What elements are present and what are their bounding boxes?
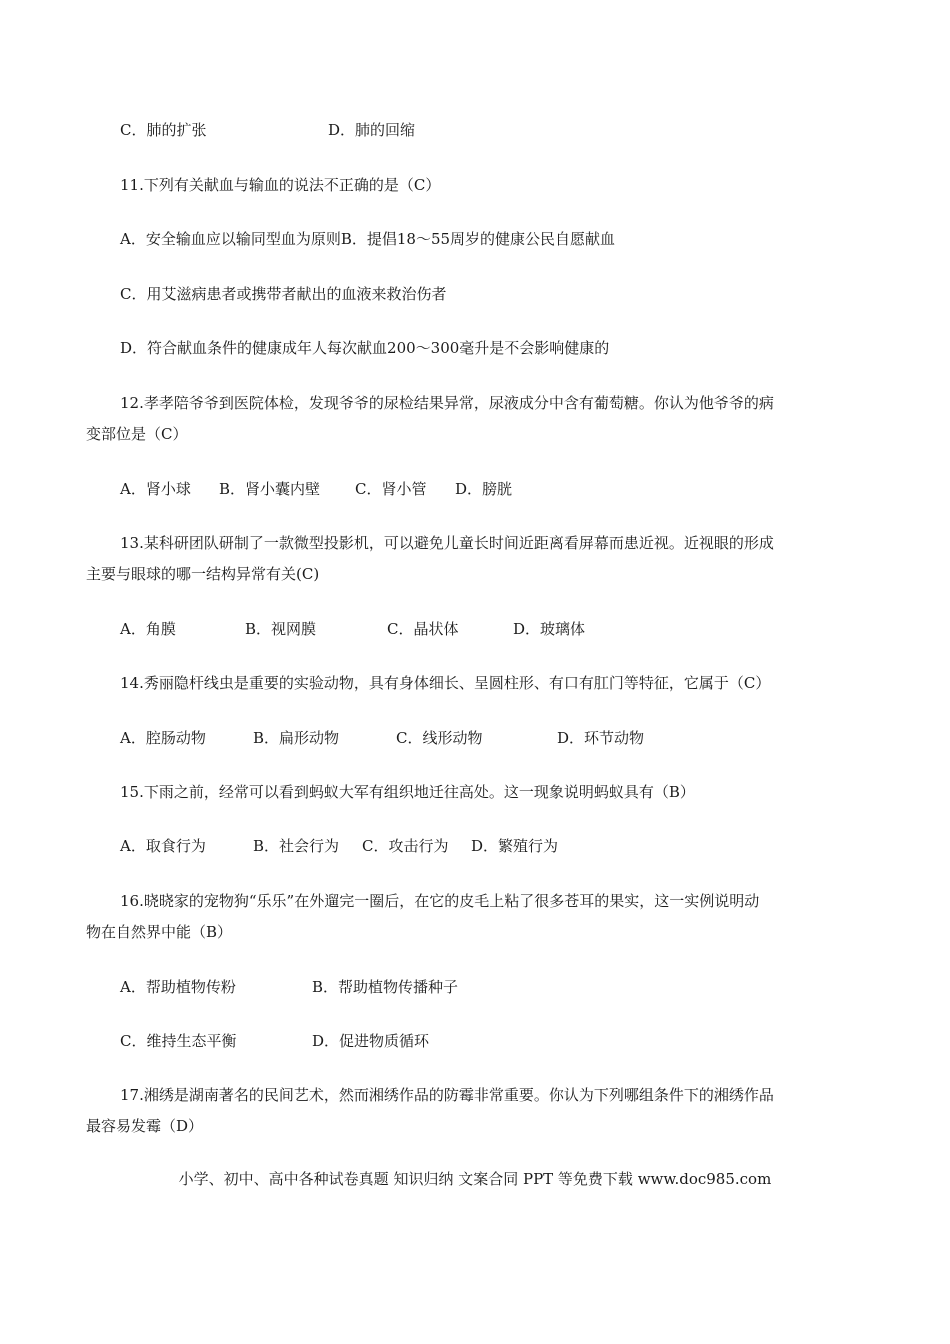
q13-option-b: B．视网膜: [245, 620, 317, 638]
q11-option-c: C．用艾滋病患者或携带者献出的血液来救治伤者: [120, 285, 447, 303]
q12-option-c: C．肾小管: [355, 480, 427, 498]
q14-option-b: B．扁形动物: [253, 729, 340, 747]
q16-option-b: B．帮助植物传播种子: [312, 978, 459, 996]
q17-stem-line1: 17.湘绣是湖南著名的民间艺术，然而湘绣作品的防霉非常重要。你认为下列哪组条件下的湘绣作品: [120, 1086, 774, 1104]
q16-stem-line2: 物在自然界中能（B）: [86, 923, 233, 941]
q12-stem-line1: 12.孝孝陪爷爷到医院体检，发现爷爷的尿检结果异常，尿液成分中含有葡萄糖。你认为他爷爷的病: [120, 394, 774, 412]
q15-option-b: B．社会行为: [253, 837, 340, 855]
page-footer: 小学、初中、高中各种试卷真题 知识归纳 文案合同 PPT 等免费下载 www.doc985.com: [178, 1170, 772, 1188]
q13-option-d: D．玻璃体: [513, 620, 586, 638]
q11-stem: 11.下列有关献血与输血的说法不正确的是（C）: [120, 176, 441, 194]
q15-option-d: D．繁殖行为: [471, 837, 559, 855]
q15-option-c: C．攻击行为: [362, 837, 449, 855]
q16-option-c: C．维持生态平衡: [120, 1032, 237, 1050]
q10-option-d: D．肺的回缩: [328, 121, 416, 139]
q14-option-c: C．线形动物: [396, 729, 483, 747]
q15-stem: 15.下雨之前，经常可以看到蚂蚁大军有组织地迁往高处。这一现象说明蚂蚁具有（B）: [120, 783, 695, 801]
q13-stem-line1: 13.某科研团队研制了一款微型投影机，可以避免儿童长时间近距离看屏幕而患近视。近视眼的形成: [120, 534, 774, 552]
q12-stem-line2: 变部位是（C）: [86, 425, 188, 443]
q12-option-b: B．肾小囊内壁: [219, 480, 321, 498]
q13-option-a: A．角膜: [120, 620, 176, 638]
q16-option-a: A．帮助植物传粉: [120, 978, 236, 996]
q15-option-a: A．取食行为: [120, 837, 206, 855]
q12-option-a: A．肾小球: [120, 480, 191, 498]
q14-option-d: D．环节动物: [557, 729, 645, 747]
q11-option-ab: A．安全输血应以输同型血为原则B．提倡18～55周岁的健康公民自愿献血: [120, 230, 616, 248]
q17-stem-line2: 最容易发霉（D）: [86, 1117, 204, 1135]
q16-option-d: D．促进物质循环: [312, 1032, 430, 1050]
q16-stem-line1: 16.晓晓家的宠物狗“乐乐”在外遛完一圈后，在它的皮毛上粘了很多苍耳的果实，这一实例说明动: [120, 892, 760, 910]
q13-option-c: C．晶状体: [387, 620, 459, 638]
q11-option-d: D．符合献血条件的健康成年人每次献血200～300毫升是不会影响健康的: [120, 339, 610, 357]
q14-option-a: A．腔肠动物: [120, 729, 206, 747]
q12-option-d: D．膀胱: [455, 480, 513, 498]
q14-stem: 14.秀丽隐杆线虫是重要的实验动物，具有身体细长、呈圆柱形、有口有肛门等特征，它属于（C）: [120, 674, 771, 692]
q10-option-c: C．肺的扩张: [120, 121, 207, 139]
q13-stem-line2: 主要与眼球的哪一结构异常有关(C): [86, 565, 320, 583]
